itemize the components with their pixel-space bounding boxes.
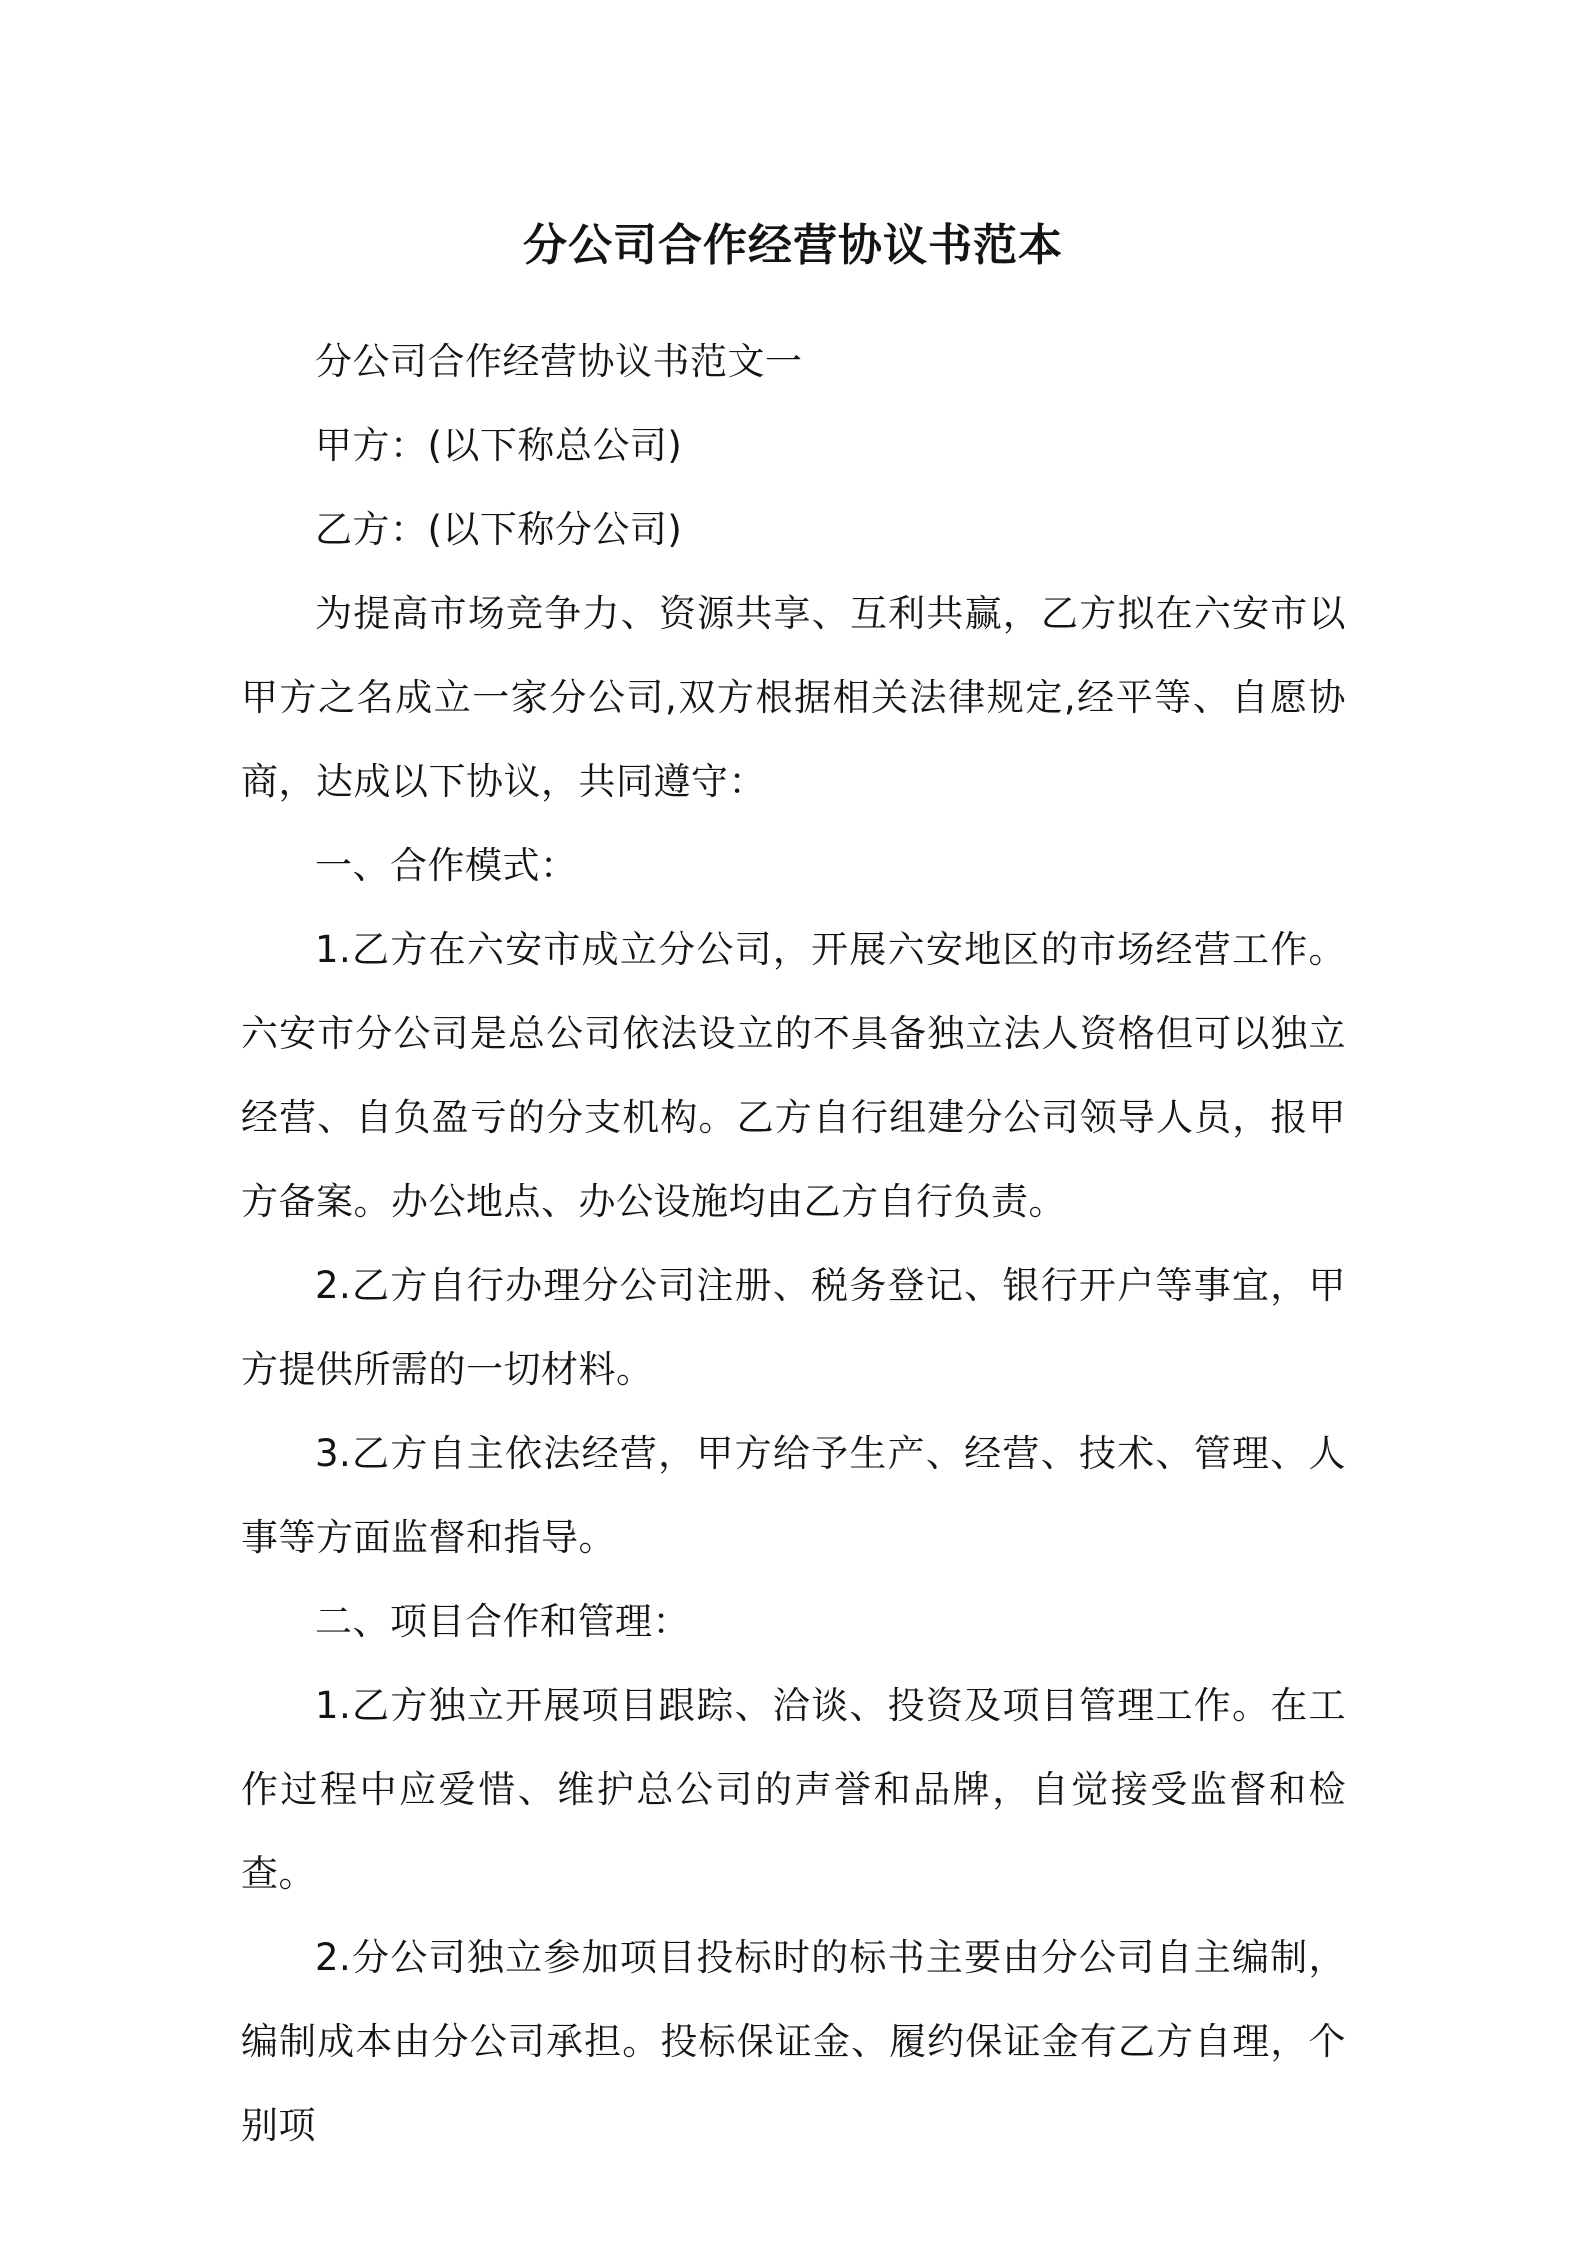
preamble-paragraph: 为提高市场竞争力、资源共享、互利共赢，乙方拟在六安市以甲方之名成立一家分公司,双方根据相关法律规定,经平等、自愿协商，达成以下协议，共同遵守： <box>241 592 1346 803</box>
clause-paragraph: 2.分公司独立参加项目投标时的标书主要由分公司自主编制，编制成本由分公司承担。投标保证金、履约保证金有乙方自理，个别项 <box>241 1936 1346 2147</box>
subtitle-paragraph: 分公司合作经营协议书范文一 <box>315 340 803 383</box>
document-title: 分公司合作经营协议书范本 <box>523 220 1063 271</box>
section-heading-project-management: 二、项目合作和管理： <box>315 1600 690 1643</box>
clause-paragraph: 2.乙方自行办理分公司注册、税务登记、银行开户等事宜，甲方提供所需的一切材料。 <box>241 1264 1346 1391</box>
party-b-paragraph: 乙方：(以下称分公司) <box>315 508 683 551</box>
clause-paragraph: 3.乙方自主依法经营，甲方给予生产、经营、技术、管理、人事等方面监督和指导。 <box>241 1432 1346 1559</box>
section-heading-cooperation-mode: 一、合作模式： <box>315 844 578 887</box>
document-body <box>241 320 1346 2168</box>
clause-paragraph: 1.乙方独立开展项目跟踪、洽谈、投资及项目管理工作。在工作过程中应爱惜、维护总公司的声誉和品牌，自觉接受监督和检查。 <box>241 1684 1346 1895</box>
clause-paragraph: 1.乙方在六安市成立分公司，开展六安地区的市场经营工作。六安市分公司是总公司依法设立的不具备独立法人资格但可以独立经营、自负盈亏的分支机构。乙方自行组建分公司领导人员，报甲方备案。办公地点、办公设施均由乙方自行负责。 <box>241 928 1346 1223</box>
party-a-paragraph: 甲方：(以下称总公司) <box>315 424 683 467</box>
